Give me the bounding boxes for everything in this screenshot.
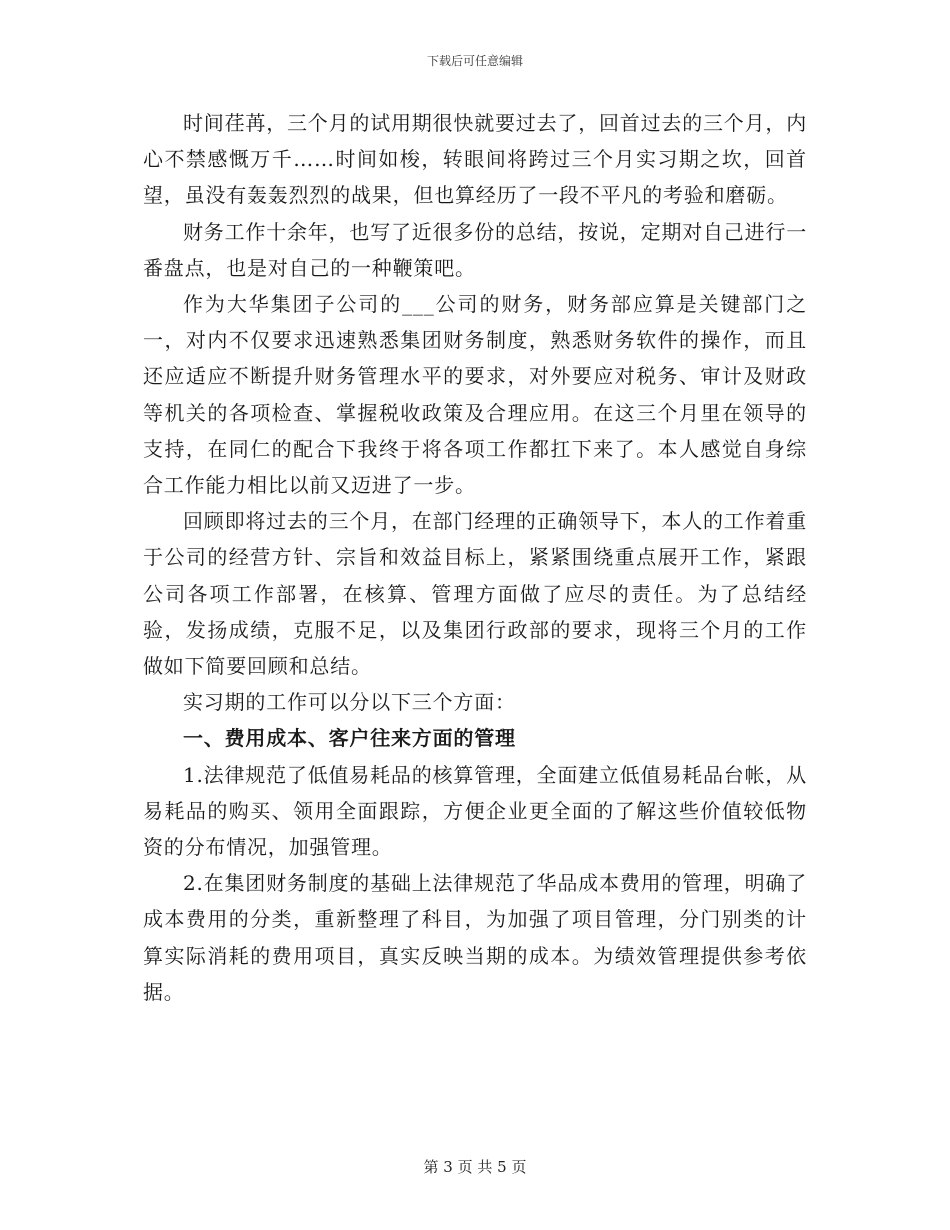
paragraph-review: 回顾即将过去的三个月，在部门经理的正确领导下，本人的工作着重于公司的经营方针、宗旨和效益目标上，紧紧围绕重点展开工作，紧跟公司各项工作部署，在核算、管理方面做了应尽的责任。为了总结经验，发扬成绩，克服不足，以及集团行政部的要求，现将三个月的工作做如下简要回顾和总结。 — [143, 509, 807, 679]
page-header: 下载后可任意编辑 — [426, 54, 523, 68]
paragraph-aspects: 实习期的工作可以分以下三个方面： — [183, 690, 516, 715]
paragraph-intro: 时间荏苒，三个月的试用期很快就要过去了，回首过去的三个月，内心不禁感慨万千……时间如梭，转眼间将跨过三个月实习期之坎，回首望，虽没有轰轰烈烈的战果，但也算经历了一段不平凡的考验和磨砺。 — [143, 111, 807, 208]
paragraph-role: 作为大华集团子公司的___公司的财务，财务部应算是关键部门之一，对内不仅要求迅速熟悉集团财务制度，熟悉财务软件的操作，而且还应适应不断提升财务管理水平的要求，对外要应对税务、审计及财政等机关的各项检查、掌握税收政策及合理应用。在这三个月里在领导的支持，在同仁的配合下我终于将各项工作都扛下来了。本人感觉自身综合工作能力相比以前又迈进了一步。 — [143, 292, 807, 498]
list-item: 1.法律规范了低值易耗品的核算管理，全面建立低值易耗品台帐，从易耗品的购买、领用全面跟踪，方便企业更全面的了解这些价值较低物资的分布情况，加强管理。 — [143, 762, 807, 860]
section-heading: 一、费用成本、客户往来方面的管理 — [183, 726, 516, 751]
list-item: 2.在集团财务制度的基础上法律规范了华品成本费用的管理，明确了成本费用的分类，重新整理了科目，为加强了项目管理，分门别类的计算实际消耗的费用项目，真实反映当期的成本。为绩效管理提供参考依据。 — [143, 871, 807, 1004]
page-number: 第 3 页 共 5 页 — [423, 1158, 527, 1176]
document-body — [143, 105, 807, 1010]
paragraph-reflection: 财务工作十余年，也写了近很多份的总结，按说，定期对自己进行一番盘点，也是对自己的一种鞭策吧。 — [143, 219, 807, 280]
